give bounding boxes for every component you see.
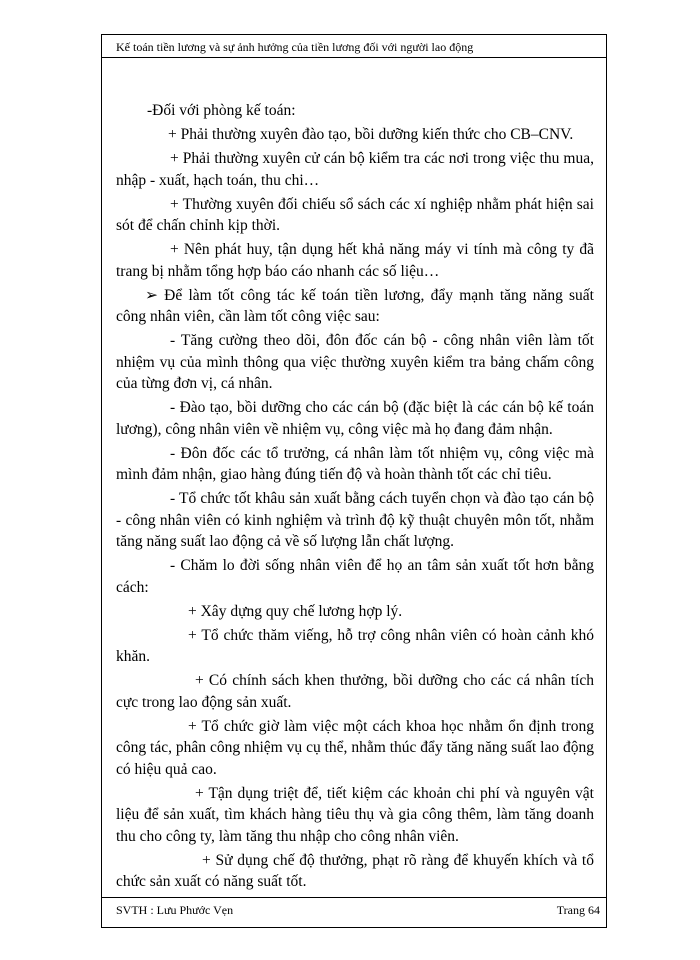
- dash-item: - Tổ chức tốt khâu sản xuất bằng cách tuyển chọn và đào tạo cán bộ - công nhân viên có kinh nghiệm và trình độ kỹ thuật chuyên môn tốt, nhằm tăng năng suất lao động cả về số lượng lẫn chất lượng.: [116, 490, 594, 550]
- footer-rule: [101, 897, 607, 898]
- sub-plus-item: + Có chính sách khen thưởng, bồi dưỡng cho các cá nhân tích cực trong lao động sản xuất.: [116, 672, 594, 711]
- dash-item: - Chăm lo đời sống nhân viên để họ an tâm sản xuất tốt hơn bằng cách:: [116, 557, 594, 596]
- plus-item: + Nên phát huy, tận dụng hết khả năng máy vi tính mà công ty đã trang bị nhằm tổng hợp báo cáo nhanh các số liệu…: [116, 241, 594, 280]
- running-header: Kế toán tiền lương và sự ảnh hưởng của tiền lương đối với người lao động: [116, 40, 474, 54]
- section-heading: -Đối với phòng kế toán:: [147, 102, 296, 119]
- arrow-paragraph: ➢ Để làm tốt công tác kế toán tiền lương, đẩy mạnh tăng năng suất công nhân viên, cần làm tốt công việc sau:: [116, 286, 594, 325]
- sub-plus-item: + Tổ chức thăm viếng, hỗ trợ công nhân viên có hoàn cảnh khó khăn.: [116, 626, 594, 665]
- sub-plus-item: + Xây dựng quy chế lương hợp lý.: [188, 602, 403, 620]
- plus-item: + Thường xuyên đối chiếu sổ sách các xí nghiệp nhằm phát hiện sai sót để chấn chỉnh kịp thời.: [116, 195, 594, 234]
- dash-item: - Đôn đốc các tổ trưởng, cá nhân làm tốt nhiệm vụ, công việc mà mình đảm nhận, giao hàng đúng tiến độ và hoàn thành tốt các chỉ tiêu.: [116, 444, 594, 483]
- sub-plus-item: + Tận dụng triệt để, tiết kiệm các khoản chi phí và nguyên vật liệu để sản xuất, tìm khách hàng tiêu thụ và gia công thêm, làm tăng doanh thu cho công ty, làm tăng thu nhập cho công nhân viên.: [116, 784, 594, 845]
- sub-plus-item: + Tổ chức giờ làm việc một cách khoa học nhằm ổn định trong công tác, phân công nhiệm vụ cụ thể, nhằm thúc đẩy tăng năng suất lao động có hiệu quả cao.: [116, 717, 594, 778]
- footer-page-number: Trang 64: [556, 903, 600, 917]
- header-rule: [101, 57, 607, 58]
- sub-plus-item: + Sử dụng chế độ thưởng, phạt rõ ràng để khuyến khích và tổ chức sản xuất có năng suất tốt.: [116, 851, 594, 890]
- dash-item: - Đào tạo, bồi dưỡng cho các cán bộ (đặc biệt là các cán bộ kế toán lương), công nhân viên về nhiệm vụ, công việc mà họ đang đảm nhận.: [116, 399, 594, 438]
- document-body: [116, 100, 594, 895]
- footer-author: SVTH : Lưu Phước Vẹn: [116, 903, 234, 917]
- dash-item: - Tăng cường theo dõi, đôn đốc cán bộ - công nhân viên làm tốt nhiệm vụ của mình thông qua việc thường xuyên kiểm tra bảng chấm công của từng đơn vị, cá nhân.: [116, 332, 594, 392]
- plus-item: + Phải thường xuyên cử cán bộ kiểm tra các nơi trong việc thu mua, nhập - xuất, hạch toán, thu chi…: [116, 150, 594, 189]
- plus-item: + Phải thường xuyên đào tạo, bồi dưỡng kiến thức cho CB–CNV.: [168, 126, 574, 143]
